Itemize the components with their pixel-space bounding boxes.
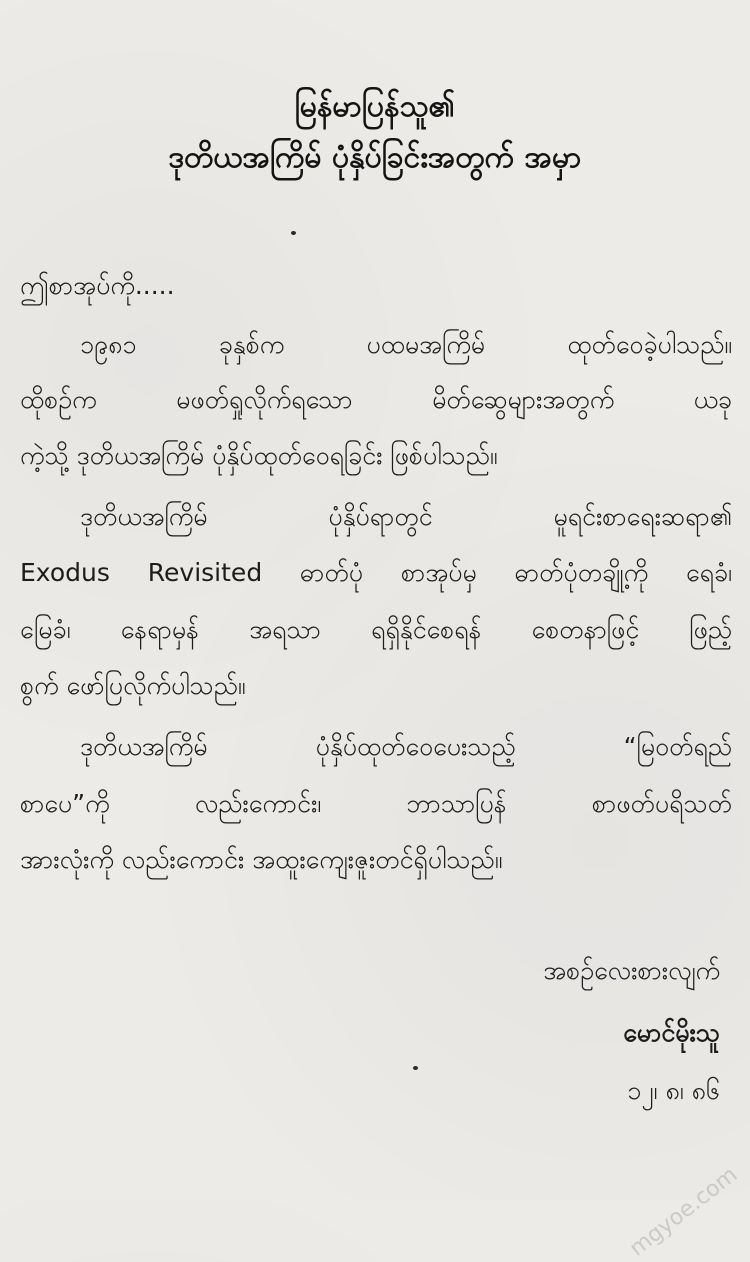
print-speck bbox=[291, 231, 296, 235]
print-speck bbox=[413, 1066, 418, 1070]
signature-closing: အစဉ်လေးစားလျက် bbox=[543, 956, 720, 985]
signature-name: မောင်မိုးသူ bbox=[623, 1018, 720, 1047]
page-title-line-1: မြန်မာပြန်သူ၏ bbox=[294, 89, 456, 124]
paragraph-2-line-4: စွက် ဖော်ပြလိုက်ပါသည်။ bbox=[20, 671, 246, 700]
paragraph-3-line-3: အားလုံးကို လည်းကောင်း အထူးကျေးဇူးတင်ရှိပါသည်။ bbox=[20, 845, 503, 874]
paragraph-1-line-3: ကဲ့သို့ ဒုတိယအကြိမ် ပုံနှိပ်ထုတ်ဝေရခြင်း ဖြစ်ပါသည်။ bbox=[20, 441, 498, 470]
signature-date: ၁၂၊ ၈၊ ၈၆ bbox=[627, 1076, 720, 1105]
opening-line: ဤစာအုပ်ကို..... bbox=[20, 271, 175, 300]
page-title-line-2: ဒုတိယအကြိမ် ပုံနှိပ်ခြင်းအတွက် အမှာ bbox=[168, 140, 582, 175]
paragraph-2-line-1: ဒုတိယအကြိမ် ပုံနှိပ်ရာတွင် မူရင်းစာရေးဆရာ၏ bbox=[80, 502, 732, 531]
paragraph-3-line-1: ဒုတိယအကြိမ် ပုံနှိပ်ထုတ်ဝေပေးသည့် “မြဝတ်ရည် bbox=[80, 732, 732, 761]
paragraph-2-line-2: Exodus Revisited ဓာတ်ပုံ စာအုပ်မှ ဓာတ်ပုံတချို့ကို ရေခံ၊ bbox=[20, 558, 732, 587]
paragraph-1-line-2: ထိုစဉ်က မဖတ်ရှုလိုက်ရသော မိတ်ဆွေများအတွက် ယခု bbox=[20, 385, 732, 414]
paragraph-1-line-1: ၁၉၈၁ ခုနှစ်က ပထမအကြိမ် ထုတ်ဝေခဲ့ပါသည်။ bbox=[80, 330, 732, 359]
watermark: mgyoe.com bbox=[624, 1162, 742, 1262]
paragraph-3-line-2: စာပေ”ကို လည်းကောင်း၊ ဘာသာပြန် စာဖတ်ပရိသတ် bbox=[20, 789, 732, 818]
paragraph-2-line-3: မြေခံ၊ နေရာမှန် အရသာ ရရှိနိုင်စေရန် စေတနာဖြင့် ဖြည့် bbox=[20, 615, 732, 644]
